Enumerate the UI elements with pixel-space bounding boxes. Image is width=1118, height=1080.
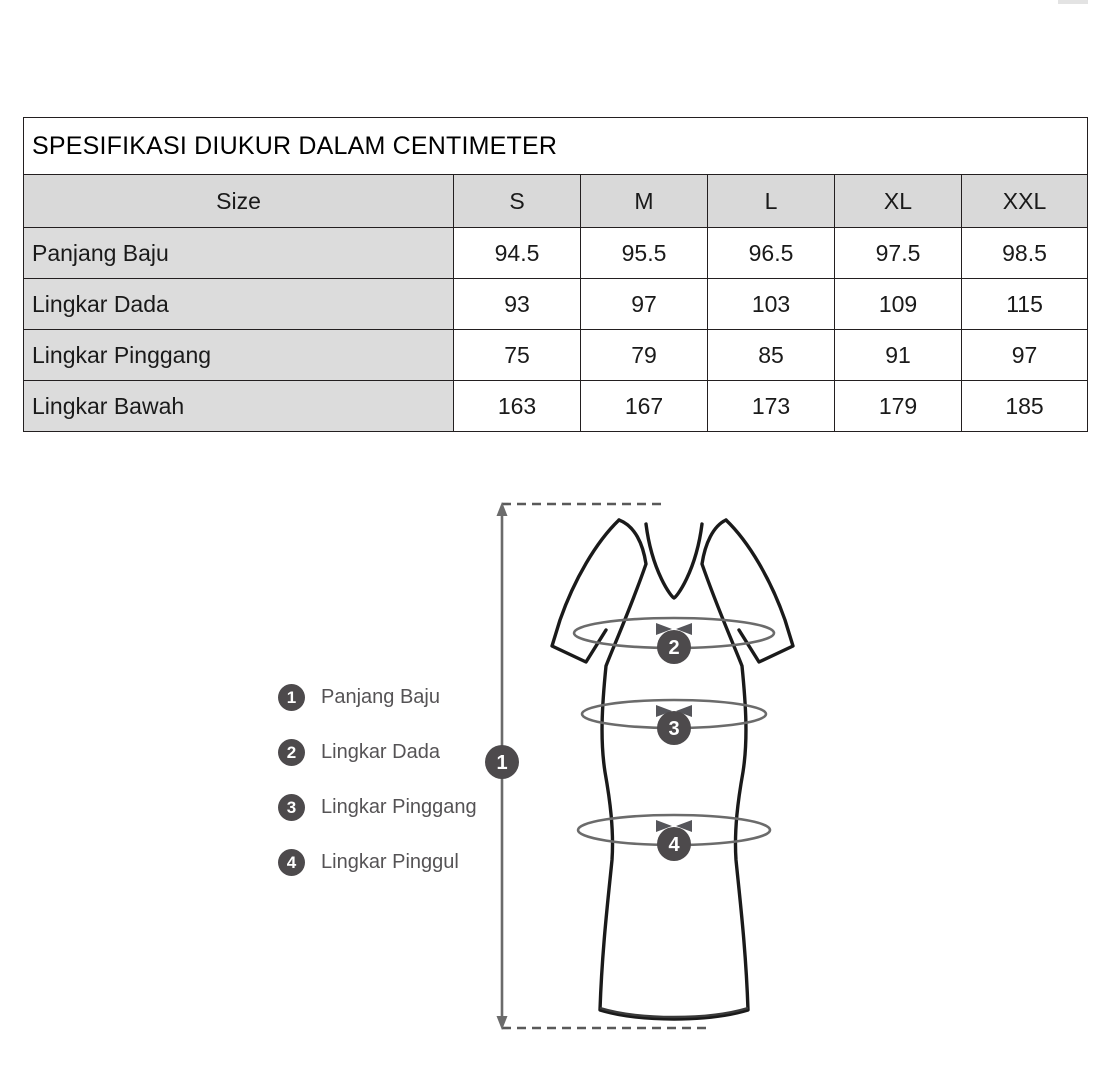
table-row xyxy=(24,279,1088,330)
row-label-panjang-baju: Panjang Baju xyxy=(24,228,454,279)
cell-lingkar-dada-l: 103 xyxy=(708,279,835,330)
table-row xyxy=(24,330,1088,381)
cell-panjang-baju-m: 95.5 xyxy=(581,228,708,279)
legend-label-lingkar-pinggul: Lingkar Pinggul xyxy=(321,851,459,873)
legend-label-lingkar-pinggang: Lingkar Pinggang xyxy=(321,796,477,818)
cell-lingkar-pinggang-l: 85 xyxy=(708,330,835,381)
dress-outline xyxy=(552,520,793,1019)
table-row xyxy=(24,381,1088,432)
column-header-xxl: XXL xyxy=(962,175,1088,228)
measurement-diagram xyxy=(0,460,1118,1080)
column-header-size: Size xyxy=(24,175,454,228)
cell-lingkar-bawah-xxl: 185 xyxy=(962,381,1088,432)
cell-lingkar-bawah-l: 173 xyxy=(708,381,835,432)
cell-lingkar-pinggang-s: 75 xyxy=(454,330,581,381)
legend-badge-2-icon: 2 xyxy=(278,739,305,766)
waist-marker-number: 3 xyxy=(668,718,680,740)
spec-table-container xyxy=(23,117,1087,432)
legend-badge-1-icon: 1 xyxy=(278,684,305,711)
column-header-m: M xyxy=(581,175,708,228)
cell-lingkar-bawah-m: 167 xyxy=(581,381,708,432)
cell-lingkar-dada-m: 97 xyxy=(581,279,708,330)
cell-lingkar-pinggang-m: 79 xyxy=(581,330,708,381)
column-header-l: L xyxy=(708,175,835,228)
legend-badge-3-icon: 3 xyxy=(278,794,305,821)
legend-label-lingkar-dada: Lingkar Dada xyxy=(321,741,440,763)
bust-marker-number: 2 xyxy=(668,637,680,659)
dress-illustration xyxy=(480,480,900,1060)
cell-lingkar-bawah-s: 163 xyxy=(454,381,581,432)
cell-panjang-baju-s: 94.5 xyxy=(454,228,581,279)
top-edge-artifact xyxy=(1058,0,1088,4)
cell-lingkar-pinggang-xxl: 97 xyxy=(962,330,1088,381)
row-label-lingkar-pinggang: Lingkar Pinggang xyxy=(24,330,454,381)
row-label-lingkar-dada: Lingkar Dada xyxy=(24,279,454,330)
column-header-xl: XL xyxy=(835,175,962,228)
cell-panjang-baju-l: 96.5 xyxy=(708,228,835,279)
row-label-lingkar-bawah: Lingkar Bawah xyxy=(24,381,454,432)
cell-lingkar-bawah-xl: 179 xyxy=(835,381,962,432)
cell-lingkar-dada-xxl: 115 xyxy=(962,279,1088,330)
column-header-s: S xyxy=(454,175,581,228)
cell-lingkar-dada-xl: 109 xyxy=(835,279,962,330)
hip-marker-number: 4 xyxy=(668,834,680,856)
length-marker-number: 1 xyxy=(496,752,508,774)
legend-label-panjang-baju: Panjang Baju xyxy=(321,686,440,708)
table-row xyxy=(24,228,1088,279)
table-title-row xyxy=(24,118,1088,175)
cell-lingkar-dada-s: 93 xyxy=(454,279,581,330)
legend-badge-4-icon: 4 xyxy=(278,849,305,876)
page-title: SPESIFIKASI DIUKUR DALAM CENTIMETER xyxy=(24,118,1088,175)
size-specification-table xyxy=(23,117,1088,432)
table-header-row xyxy=(24,175,1088,228)
cell-panjang-baju-xl: 97.5 xyxy=(835,228,962,279)
cell-panjang-baju-xxl: 98.5 xyxy=(962,228,1088,279)
cell-lingkar-pinggang-xl: 91 xyxy=(835,330,962,381)
